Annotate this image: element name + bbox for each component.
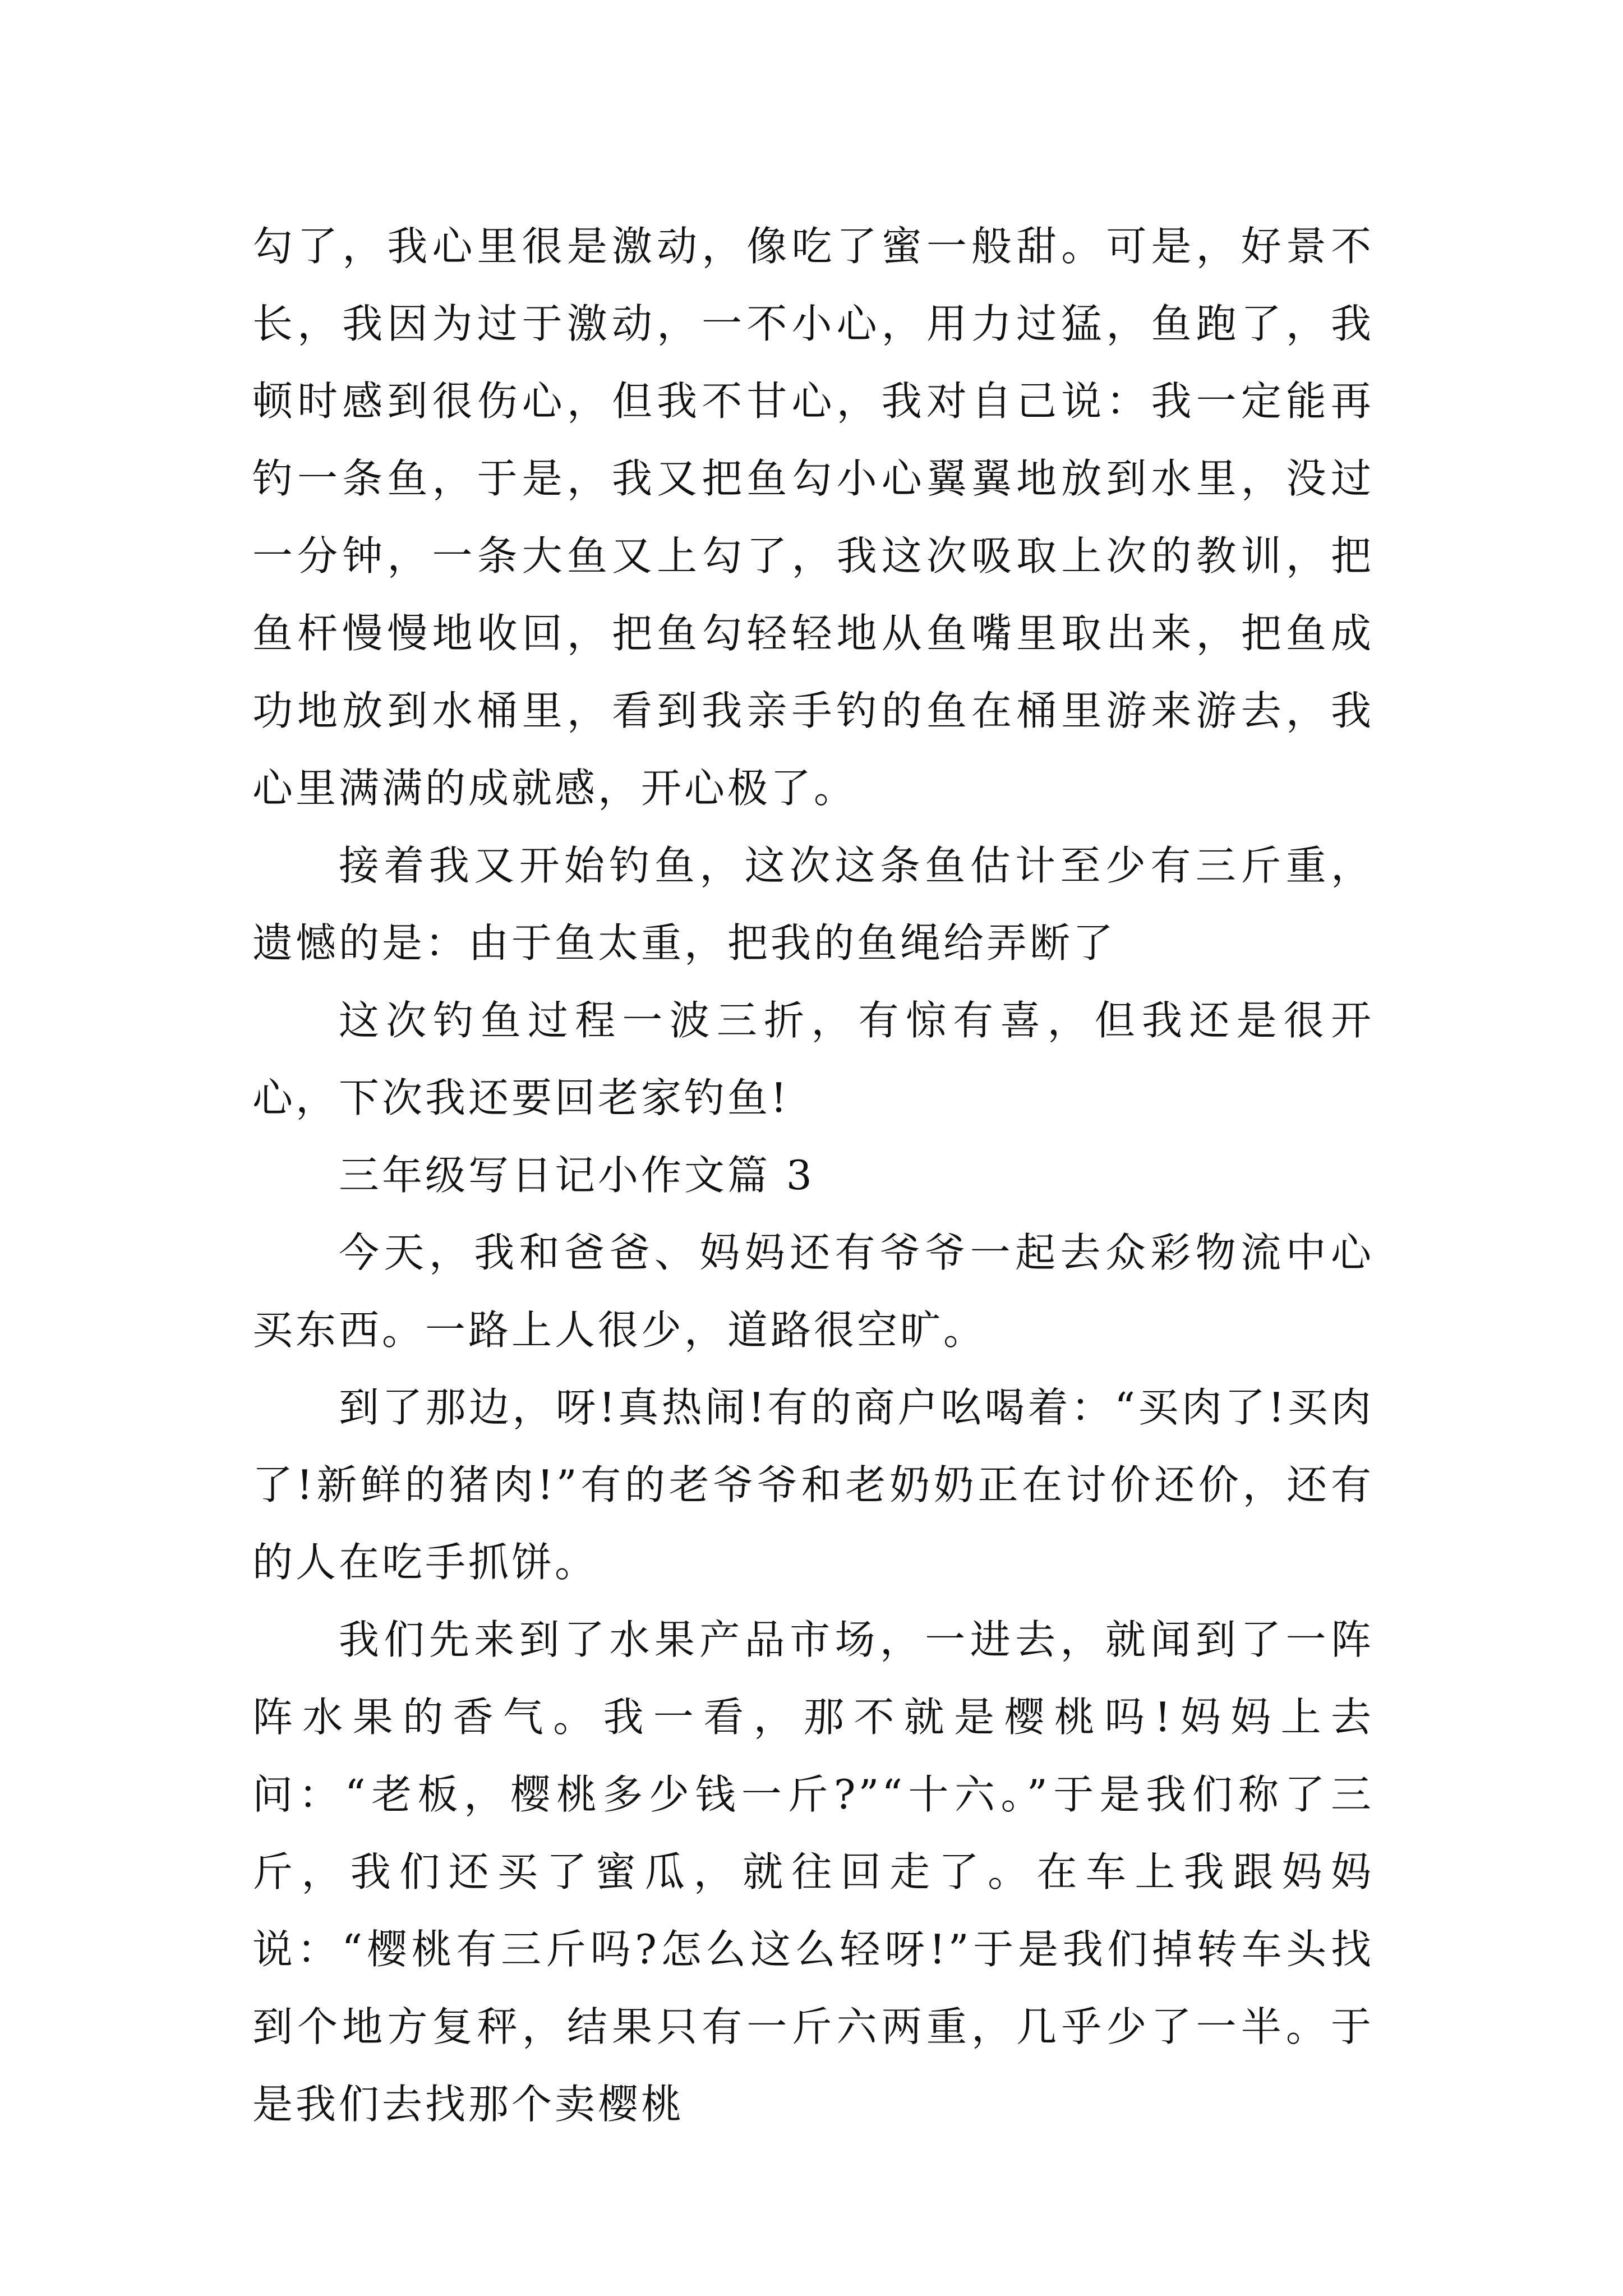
paragraph-cherries: 我们先来到了水果产品市场，一进去，就闻到了一阵阵水果的香气。我一看，那不就是樱桃吗!妈妈上去问：“老板，樱桃多少钱一斤?”“十六。”于是我们称了三斤，我们还买了蜜瓜，就往回走了。在车上我跟妈妈说：“樱桃有三斤吗?怎么这么轻呀!”于是我们掉转车头找到个地方复秤，结果只有一斤六两重，几乎少了一半。于是我们去找那个卖樱桃 [252, 1616, 1374, 2128]
paragraph-fishing-conclusion: 这次钓鱼过程一波三折，有惊有喜，但我还是很开心，下次我还要回老家钓鱼! [252, 997, 1374, 1121]
paragraph-market-trip: 今天，我和爸爸、妈妈还有爷爷一起去众彩物流中心买东西。一路上人很少，道路很空旷。 [252, 1229, 1374, 1354]
paragraph-second-fish: 接着我又开始钓鱼，这次这条鱼估计至少有三斤重，遗憾的是：由于鱼太重，把我的鱼绳给弄断了 [252, 842, 1374, 967]
section-heading: 三年级写日记小作文篇 3 [339, 1152, 815, 1199]
paragraph-market-scene: 到了那边，呀!真热闹!有的商户吆喝着：“买肉了!买肉了!新鲜的猪肉!”有的老爷爷和老奶奶正在讨价还价，还有的人在吃手抓饼。 [252, 1384, 1374, 1586]
document-body [252, 208, 1374, 2143]
paragraph-fishing-continued: 勾了，我心里很是激动，像吃了蜜一般甜。可是，好景不长，我因为过于激动，一不小心，用力过猛，鱼跑了，我顿时感到很伤心，但我不甘心，我对自己说：我一定能再钓一条鱼，于是，我又把鱼勾小心翼翼地放到水里，没过一分钟，一条大鱼又上勾了，我这次吸取上次的教训，把鱼杆慢慢地收回，把鱼勾轻轻地从鱼嘴里取出来，把鱼成功地放到水桶里，看到我亲手钓的鱼在桶里游来游去，我心里满满的成就感，开心极了。 [252, 223, 1374, 812]
